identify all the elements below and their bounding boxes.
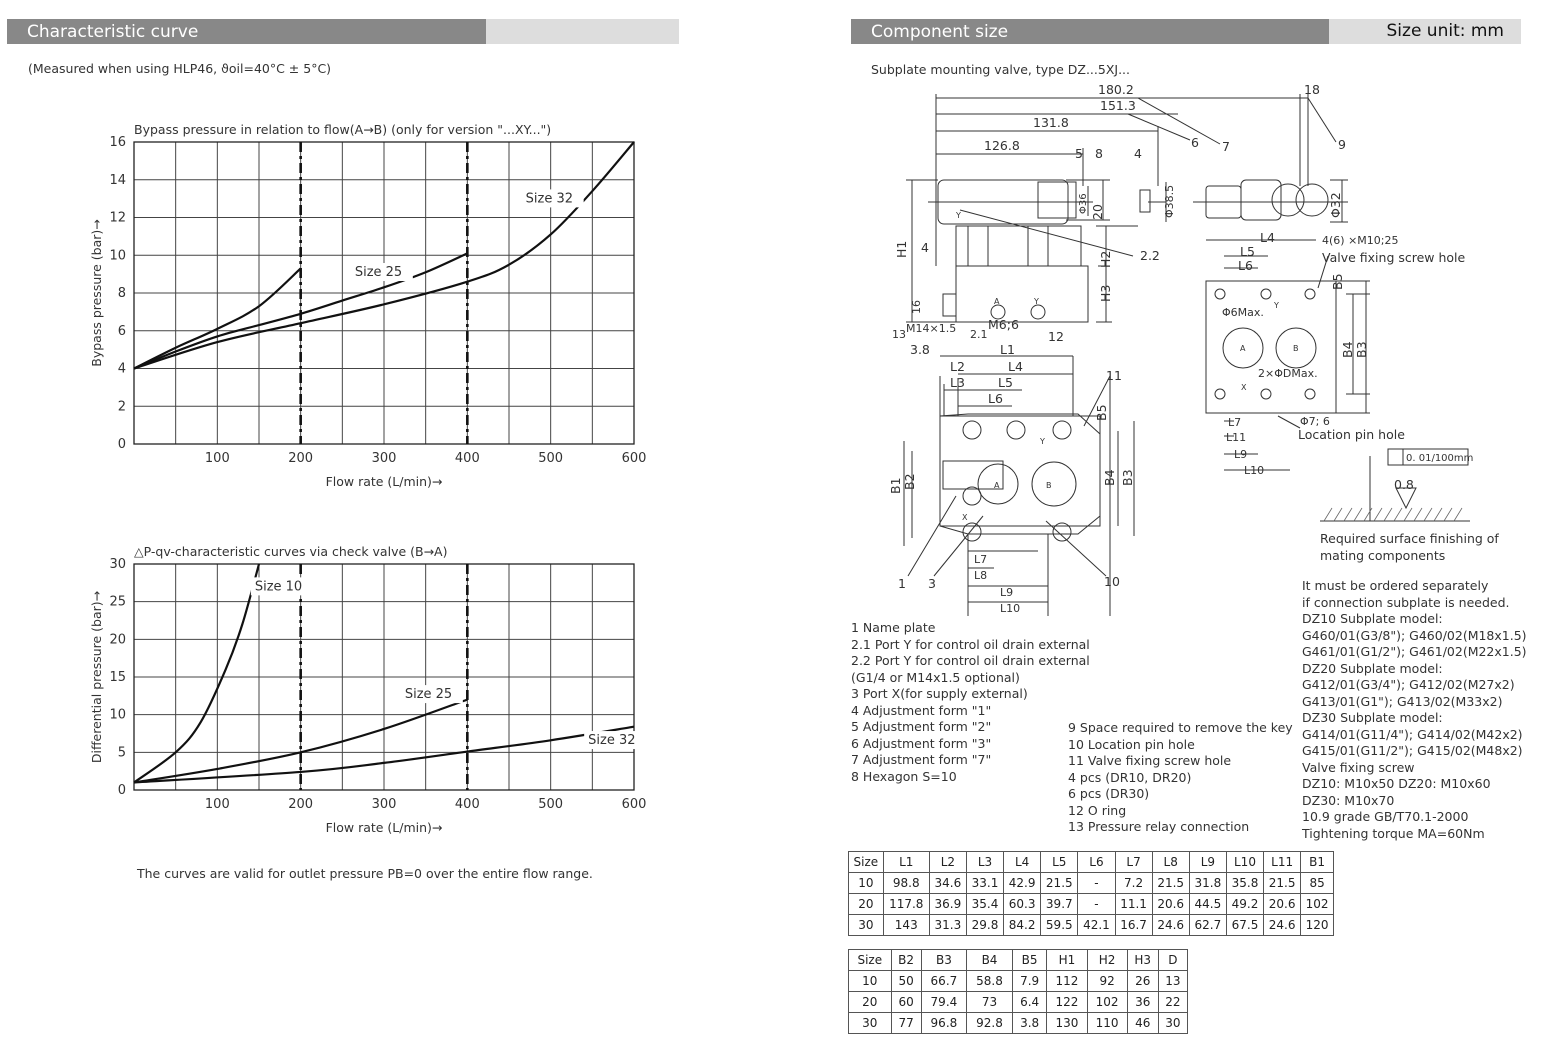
phid-label: 2×ΦDMax. (1258, 367, 1318, 380)
dim-l8: L8 (974, 569, 988, 582)
legend-left-line: 3 Port X(for supply external) (851, 686, 1028, 701)
port-a-plan: A (994, 481, 1000, 490)
port-x-plan: X (962, 513, 968, 522)
y-tick-label: 16 (109, 135, 126, 150)
dim-l3: L3 (950, 375, 965, 390)
series-label: Size 10 (254, 579, 303, 595)
table-cell: 73 (967, 992, 1013, 1013)
table-row (849, 971, 1188, 992)
port-y-sub: Y (1274, 301, 1279, 310)
legend-right-line: DZ10 Subplate model: (1302, 611, 1443, 626)
table-cell: 20 (849, 894, 884, 915)
table-cell: B4 (967, 950, 1013, 971)
callout-3: 3 (928, 576, 936, 591)
table-cell: D (1158, 950, 1187, 971)
table-cell: L11 (1264, 852, 1301, 873)
roughness-label: 0.8 (1394, 477, 1414, 492)
dim-38: 3.8 (910, 342, 930, 357)
table-cell: 31.8 (1189, 873, 1226, 894)
table-cell: 59.5 (1041, 915, 1078, 936)
table-cell: 10 (849, 971, 892, 992)
legend-left-line: (G1/4 or M14x1.5 optional) (851, 669, 1020, 685)
dim-b4: B4 (1102, 469, 1117, 486)
callout-4: 4 (1134, 146, 1142, 161)
x-axis-label: Flow rate (L/min)→ (325, 820, 443, 835)
dim-l5-sub: L5 (1240, 244, 1255, 259)
table-cell: 49.2 (1226, 894, 1263, 915)
port-a-sub: A (1240, 344, 1246, 353)
legend-mid-line: 11 Valve fixing screw hole (1068, 753, 1232, 768)
legend-right-line: DZ30 Subplate model: (1302, 710, 1443, 725)
table-cell: 3.8 (1012, 1013, 1047, 1034)
dim-l10-sub: L10 (1244, 464, 1265, 477)
callout-2-1: 2.1 (970, 328, 988, 341)
table-cell: 35.4 (966, 894, 1003, 915)
table-cell: - (1078, 894, 1115, 915)
dim-16: 16 (910, 300, 923, 314)
x-tick-label: 500 (538, 451, 564, 466)
table-row (849, 852, 1334, 873)
legend-right-line: It must be ordered separately (1302, 578, 1489, 593)
legend-right-line: G460/01(G3/8"); G460/02(M18x1.5) (1302, 627, 1527, 643)
screw-spec: 4(6) ×M10;25 (1322, 234, 1399, 247)
table-cell: 20 (849, 992, 892, 1013)
table-cell: 36 (1127, 992, 1158, 1013)
x-tick-label: 400 (454, 451, 480, 466)
table-cell: 39.7 (1041, 894, 1078, 915)
table-cell: 21.5 (1152, 873, 1189, 894)
port-x-sub: X (1241, 383, 1247, 392)
table-cell: 77 (891, 1013, 921, 1034)
legend-right-line: DZ10: M10x50 DZ20: M10x60 (1302, 776, 1491, 791)
legend-mid (1068, 720, 1293, 836)
legend-right-line: G413/01(G1"); G413/02(M33x2) (1302, 693, 1503, 709)
table-cell: 35.8 (1226, 873, 1263, 894)
table-cell: 24.6 (1264, 915, 1301, 936)
table-cell: 7.2 (1115, 873, 1152, 894)
x-tick-label: 600 (621, 797, 647, 812)
legend-mid-line: 12 O ring (1068, 802, 1127, 818)
dim-l4: L4 (1008, 359, 1023, 374)
dim-l9: L9 (1000, 586, 1014, 599)
table-cell: B3 (921, 950, 967, 971)
table-cell: 60.3 (1004, 894, 1041, 915)
y-tick-label: 20 (109, 632, 126, 648)
table-cell: 67.5 (1226, 915, 1263, 936)
dim-l7: L7 (974, 553, 988, 566)
pin-hole-label: Location pin hole (1298, 427, 1405, 442)
table-cell: 7.9 (1012, 971, 1047, 992)
curve-note: The curves are valid for outlet pressure PB=0 over the entire flow range. (137, 866, 593, 881)
table-cell: 21.5 (1041, 873, 1078, 894)
y-tick-label: 8 (117, 286, 126, 301)
callout-11: 11 (1106, 368, 1122, 383)
table-row (849, 915, 1334, 936)
y-tick-label: 10 (109, 248, 126, 264)
callout-12: 12 (1048, 329, 1064, 344)
table-cell: 102 (1087, 992, 1127, 1013)
legend-right-line: G412/01(G3/4"); G412/02(M27x2) (1302, 677, 1515, 692)
dim-126: 126.8 (984, 138, 1020, 153)
dim-131: 131.8 (1033, 115, 1069, 130)
table-cell: B2 (891, 950, 921, 971)
legend-left-line: 4 Adjustment form "1" (851, 702, 992, 718)
table-cell: L8 (1152, 852, 1189, 873)
table-cell: 13 (1158, 971, 1187, 992)
legend-left-line: 7 Adjustment form "7" (851, 752, 992, 767)
callout-10: 10 (1104, 574, 1120, 589)
legend-right-line: 10.9 grade GB/T70.1-2000 (1302, 809, 1469, 824)
drawing-subtitle: Subplate mounting valve, type DZ...5XJ... (871, 62, 1130, 77)
y-tick-label: 25 (109, 594, 126, 610)
table-cell: 85 (1301, 873, 1334, 894)
legend-right (1302, 578, 1527, 842)
series-label: Size 25 (354, 265, 403, 281)
table-row (849, 894, 1334, 915)
dim-l4-sub: L4 (1260, 230, 1275, 245)
y-tick-label: 14 (109, 172, 126, 188)
legend-right-line: if connection subplate is needed. (1302, 594, 1510, 610)
legend-left-line: 6 Adjustment form "3" (851, 735, 992, 751)
x-tick-label: 600 (621, 451, 647, 466)
x-tick-label: 400 (454, 797, 480, 812)
y-tick-label: 10 (109, 707, 126, 723)
legend-mid-line: 9 Space required to remove the key (1068, 720, 1293, 735)
table-cell: 30 (849, 1013, 892, 1034)
table-cell: - (1078, 873, 1115, 894)
dim-180: 180.2 (1098, 82, 1134, 97)
table-cell: 21.5 (1264, 873, 1301, 894)
table-cell: B1 (1301, 852, 1334, 873)
legend-right-line: Tightening torque MA=60Nm (1302, 825, 1485, 841)
x-tick-label: 300 (371, 451, 397, 466)
check-valve-chart (0, 533, 680, 833)
legend-left-line: 1 Name plate (851, 620, 936, 635)
table-cell: 10 (849, 873, 884, 894)
component-drawing (848, 76, 1548, 636)
table-cell: Size (849, 852, 884, 873)
dim-b1: B1 (888, 477, 903, 494)
left-header-extension (486, 19, 679, 44)
dim-l1: L1 (1000, 342, 1015, 357)
flatness-label: 0. 01/100mm (1406, 453, 1474, 464)
y-tick-label: 5 (117, 745, 126, 761)
table-cell: 16.7 (1115, 915, 1152, 936)
dim-b2: B2 (902, 473, 917, 490)
table-cell: 92.8 (967, 1013, 1013, 1034)
table-cell: L5 (1041, 852, 1078, 873)
table-cell: H2 (1087, 950, 1127, 971)
left-section-header (7, 19, 486, 44)
table-cell: L3 (966, 852, 1003, 873)
table-cell: 30 (849, 915, 884, 936)
bypass-pressure-chart (0, 110, 680, 500)
legend-mid-line: 10 Location pin hole (1068, 736, 1195, 752)
table-cell: 33.1 (966, 873, 1003, 894)
phi6-label: Φ6Max. (1222, 306, 1264, 319)
legend-mid-line: 13 Pressure relay connection (1068, 819, 1250, 834)
phi7-label: Φ7; 6 (1300, 415, 1330, 428)
right-section-title: Component size (871, 22, 1009, 42)
dim-b3-sub: B3 (1354, 341, 1369, 358)
table-cell: 120 (1301, 915, 1334, 936)
table-cell: 122 (1047, 992, 1087, 1013)
table-cell: 112 (1047, 971, 1087, 992)
dim-b3: B3 (1120, 469, 1135, 486)
dim-151: 151.3 (1100, 98, 1136, 113)
dim-l11-sub: L11 (1226, 431, 1247, 444)
series-label: Size 25 (404, 687, 453, 703)
table-cell: Size (849, 950, 892, 971)
left-section-title: Characteristic curve (27, 22, 199, 42)
dim-phi36: Φ36 (1078, 193, 1089, 214)
table-cell: B5 (1012, 950, 1047, 971)
y-axis-label: Differential pressure (bar)→ (89, 590, 104, 764)
table-cell: 20.6 (1152, 894, 1189, 915)
legend-right-line: G415/01(G11/2"); G415/02(M48x2) (1302, 743, 1523, 758)
table-cell: 60 (891, 992, 921, 1013)
y-tick-label: 2 (117, 399, 126, 415)
dim-l2: L2 (950, 359, 965, 374)
table-cell: 20.6 (1264, 894, 1301, 915)
x-tick-label: 300 (371, 797, 397, 812)
table-cell: 130 (1047, 1013, 1087, 1034)
callout-2-2: 2.2 (1140, 248, 1160, 263)
y-tick-label: 6 (117, 323, 126, 339)
dim-l6-sub: L6 (1238, 258, 1253, 273)
table-cell: H3 (1127, 950, 1158, 971)
y-tick-label: 4 (117, 361, 126, 377)
legend-left-line: 5 Adjustment form "2" (851, 719, 992, 734)
table-cell: 11.1 (1115, 894, 1152, 915)
callout-13: 13 (892, 328, 906, 341)
table-cell: L10 (1226, 852, 1263, 873)
dimension-table-l (848, 851, 1334, 936)
series-line (134, 564, 259, 782)
y-axis-label: Bypass pressure (bar)→ (89, 219, 104, 367)
dim-l6: L6 (988, 391, 1003, 406)
table-cell: H1 (1047, 950, 1087, 971)
dim-h2: H2 (1098, 250, 1113, 268)
legend-left-line: 2.1 Port Y for control oil drain external (851, 636, 1090, 652)
measure-note: (Measured when using HLP46, ϑoil=40°C ± 5°C) (28, 61, 332, 76)
table-cell: 110 (1087, 1013, 1127, 1034)
x-tick-label: 100 (204, 797, 230, 812)
dim-b4-sub: B4 (1340, 341, 1355, 358)
table-cell: 84.2 (1004, 915, 1041, 936)
table-cell: L7 (1115, 852, 1152, 873)
legend-mid-line: 6 pcs (DR30) (1068, 786, 1150, 801)
finish-line-1: Required surface finishing of (1320, 531, 1499, 546)
table-cell: L2 (929, 852, 966, 873)
dim-m14: M14×1.5 (906, 322, 957, 335)
table-cell: 98.8 (883, 873, 929, 894)
table-cell: 117.8 (883, 894, 929, 915)
table-cell: 34.6 (929, 873, 966, 894)
table-cell: 29.8 (966, 915, 1003, 936)
port-b-plan: B (1046, 481, 1052, 490)
y-tick-label: 15 (109, 670, 126, 685)
dim-h1: H1 (894, 240, 909, 258)
callout-9: 9 (1338, 137, 1346, 152)
dim-20: 20 (1090, 204, 1105, 220)
dim-m6: M6;6 (988, 317, 1019, 332)
right-header-extension (1329, 19, 1521, 44)
table-cell: 96.8 (921, 1013, 967, 1034)
dimension-table-b (848, 949, 1188, 1034)
y-tick-label: 0 (117, 437, 126, 452)
x-axis-label: Flow rate (L/min)→ (325, 474, 443, 489)
port-a-label: A (994, 297, 1000, 306)
dim-l5: L5 (998, 375, 1013, 390)
y-tick-label: 12 (109, 210, 126, 226)
table-cell: 102 (1301, 894, 1334, 915)
table-cell: 6.4 (1012, 992, 1047, 1013)
table-cell: L6 (1078, 852, 1115, 873)
legend-left-line: 8 Hexagon S=10 (851, 768, 957, 784)
table-cell: 50 (891, 971, 921, 992)
legend-right-line: Valve fixing screw (1302, 759, 1415, 775)
table-row (849, 1013, 1188, 1034)
dim-l10: L10 (1000, 602, 1021, 615)
dim-h3: H3 (1098, 284, 1113, 302)
table-cell: L9 (1189, 852, 1226, 873)
table-row (849, 950, 1188, 971)
y-tick-label: 0 (117, 783, 126, 798)
legend-right-line: DZ20 Subplate model: (1302, 660, 1443, 676)
dim-18: 18 (1304, 82, 1320, 97)
table-cell: 42.1 (1078, 915, 1115, 936)
dim-4: 4 (921, 240, 929, 255)
table-cell: L4 (1004, 852, 1041, 873)
table-row (849, 992, 1188, 1013)
legend-right-line: G414/01(G11/4"); G414/02(M42x2) (1302, 726, 1523, 742)
table-cell: 22 (1158, 992, 1187, 1013)
legend-right-line: DZ30: M10x70 (1302, 792, 1395, 808)
port-y-label: Y (1034, 297, 1039, 306)
dim-b5-sub: B5 (1330, 273, 1345, 290)
finish-line-2: mating components (1320, 548, 1446, 563)
y-tick-label: 30 (109, 557, 126, 572)
x-tick-label: 200 (288, 797, 314, 812)
table-cell: L1 (883, 852, 929, 873)
table-row (849, 873, 1334, 894)
series-label: Size 32 (588, 733, 636, 749)
dim-b5: B5 (1094, 404, 1109, 421)
table-cell: 58.8 (967, 971, 1013, 992)
port-b-sub: B (1293, 344, 1299, 353)
callout-7: 7 (1222, 139, 1230, 154)
table-cell: 79.4 (921, 992, 967, 1013)
dim-phi32: Φ32 (1328, 192, 1343, 218)
legend-right-line: G461/01(G1/2"); G461/02(M22x1.5) (1302, 644, 1527, 659)
callout-6: 6 (1191, 135, 1199, 150)
table-cell: 62.7 (1189, 915, 1226, 936)
callout-8: 8 (1095, 146, 1103, 161)
x-tick-label: 200 (288, 451, 314, 466)
legend-left-line: 2.2 Port Y for control oil drain external (851, 653, 1090, 668)
port-y-side: Y (956, 211, 961, 220)
x-tick-label: 100 (204, 451, 230, 466)
dim-phi385: Φ38.5 (1163, 184, 1176, 218)
table-cell: 42.9 (1004, 873, 1041, 894)
table-cell: 66.7 (921, 971, 967, 992)
table-cell: 30 (1158, 1013, 1187, 1034)
dim-l9-sub: L9 (1234, 448, 1248, 461)
table-cell: 44.5 (1189, 894, 1226, 915)
legend-left (851, 620, 1090, 785)
series-label: Size 32 (525, 191, 574, 207)
dim-l7-sub: L7 (1228, 416, 1242, 429)
chart-title: Bypass pressure in relation to flow(A→B) (only for version "...XY...") (134, 122, 552, 137)
table-cell: 46 (1127, 1013, 1158, 1034)
size-unit-label: Size unit: mm (1386, 21, 1504, 41)
table-cell: 92 (1087, 971, 1127, 992)
legend-mid-line: 4 pcs (DR10, DR20) (1068, 769, 1192, 785)
table-cell: 26 (1127, 971, 1158, 992)
x-tick-label: 500 (538, 797, 564, 812)
table-cell: 24.6 (1152, 915, 1189, 936)
right-section-header (851, 19, 1329, 44)
callout-1: 1 (898, 576, 906, 591)
screw-hole-label: Valve fixing screw hole (1322, 250, 1466, 265)
table-cell: 36.9 (929, 894, 966, 915)
table-cell: 143 (883, 915, 929, 936)
port-y-plan: Y (1040, 437, 1045, 446)
callout-5: 5 (1075, 146, 1083, 161)
chart-title: △P-qv-characteristic curves via check valve (B→A) (134, 544, 448, 559)
table-cell: 31.3 (929, 915, 966, 936)
